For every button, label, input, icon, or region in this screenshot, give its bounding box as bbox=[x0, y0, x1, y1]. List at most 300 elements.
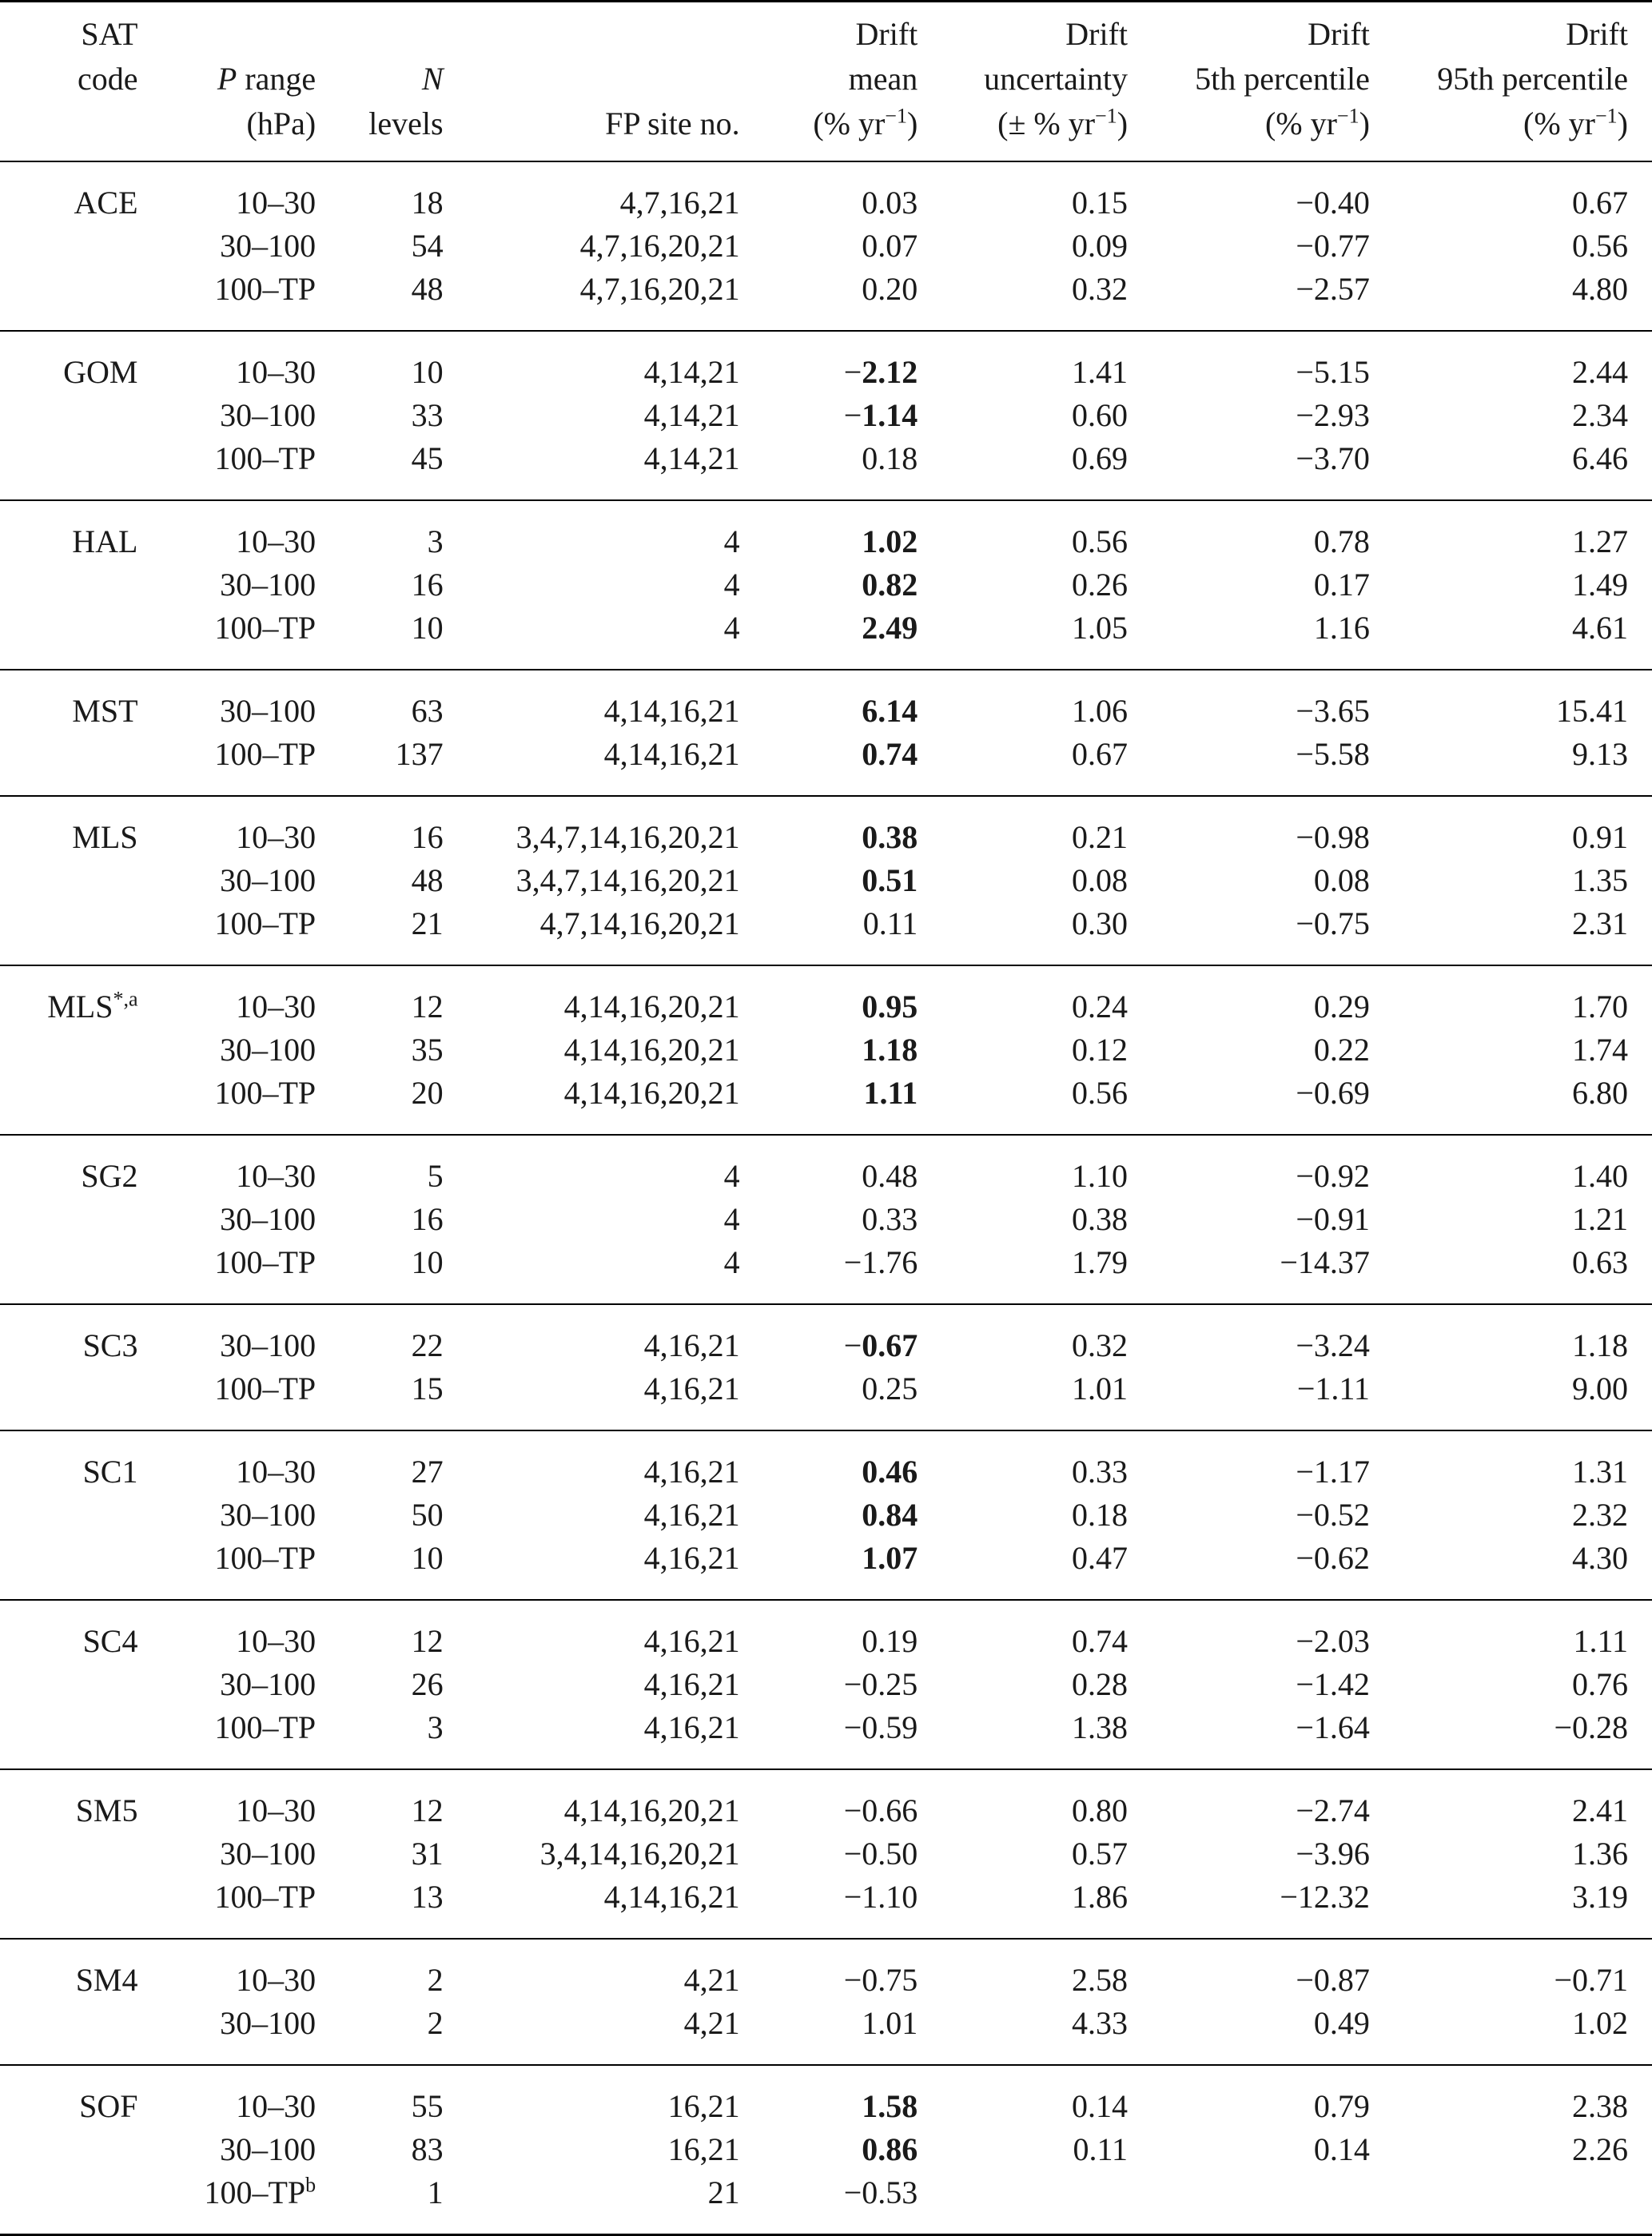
cell-drift-uncertainty: 0.60 bbox=[1072, 397, 1129, 433]
cell-p-range bbox=[138, 1876, 316, 1939]
table-group bbox=[0, 500, 1652, 670]
cell-fp-site: 4,16,21 bbox=[643, 1371, 740, 1406]
cell-drift-mean: 0.07 bbox=[862, 228, 918, 264]
cell-drift-p95: 1.18 bbox=[1572, 1327, 1628, 1363]
cell-drift-mean: 0.33 bbox=[862, 1201, 918, 1237]
table-row bbox=[0, 796, 1652, 859]
cell-drift-p95: 1.27 bbox=[1572, 523, 1628, 559]
drift-mean-significant: 0.38 bbox=[862, 819, 918, 855]
cell-sat-code bbox=[0, 563, 138, 607]
header-n-line2: levels bbox=[368, 105, 444, 141]
header-n-levels bbox=[316, 2, 443, 162]
cell-fp-site: 4,16,21 bbox=[643, 1666, 740, 1702]
cell-drift-p95: 4.61 bbox=[1572, 610, 1628, 646]
cell-n-levels: 137 bbox=[395, 736, 444, 772]
cell-n-levels: 20 bbox=[411, 1075, 444, 1111]
header-p5-unit: (% yr bbox=[1264, 105, 1337, 141]
cell-p-range bbox=[138, 1367, 316, 1430]
header-drift-p5 bbox=[1128, 2, 1370, 162]
p-range-text: 100–TP bbox=[214, 271, 316, 307]
table-row bbox=[0, 1072, 1652, 1135]
table-group bbox=[0, 161, 1652, 331]
cell-sat-code bbox=[0, 1028, 138, 1072]
cell-p-range bbox=[138, 161, 316, 225]
cell-drift-uncertainty: 0.32 bbox=[1072, 271, 1129, 307]
header-mean-line1: Drift bbox=[855, 16, 918, 52]
cell-drift-p95: 1.31 bbox=[1572, 1454, 1628, 1490]
sat-code-text: SC1 bbox=[82, 1454, 138, 1490]
cell-n-levels: 48 bbox=[411, 862, 444, 898]
cell-drift-p95: 1.35 bbox=[1572, 862, 1628, 898]
cell-n-levels: 22 bbox=[411, 1327, 444, 1363]
cell-sat-code bbox=[0, 331, 138, 394]
cell-fp-site: 3,4,7,14,16,20,21 bbox=[516, 862, 740, 898]
header-p-symbol: P bbox=[217, 61, 237, 97]
sat-code-text: SM4 bbox=[75, 1962, 138, 1998]
cell-p-range bbox=[138, 225, 316, 268]
table-header bbox=[0, 2, 1652, 162]
cell-drift-p5: −2.57 bbox=[1296, 271, 1370, 307]
header-p5-line1: Drift bbox=[1308, 16, 1370, 52]
cell-drift-p95: −0.28 bbox=[1554, 1709, 1628, 1745]
cell-drift-uncertainty: 1.10 bbox=[1072, 1158, 1129, 1194]
cell-sat-code bbox=[0, 1876, 138, 1939]
cell-drift-p5: −1.17 bbox=[1296, 1454, 1370, 1490]
cell-drift-p95: 6.80 bbox=[1572, 1075, 1628, 1111]
cell-fp-site: 4 bbox=[723, 523, 740, 559]
cell-drift-uncertainty: 0.15 bbox=[1072, 185, 1129, 221]
cell-drift-mean bbox=[740, 1072, 918, 1135]
cell-drift-uncertainty: 1.41 bbox=[1072, 354, 1129, 390]
cell-sat-code bbox=[0, 2171, 138, 2235]
cell-n-levels: 31 bbox=[411, 1836, 444, 1872]
table-row bbox=[0, 1028, 1652, 1072]
cell-drift-uncertainty bbox=[918, 2171, 1128, 2235]
table-row bbox=[0, 1241, 1652, 1304]
cell-n-levels: 54 bbox=[411, 228, 444, 264]
cell-drift-uncertainty: 1.01 bbox=[1072, 1371, 1129, 1406]
cell-n-levels: 16 bbox=[411, 1201, 444, 1237]
header-mean-unit: (% yr bbox=[813, 105, 886, 141]
cell-fp-site: 4,16,21 bbox=[643, 1709, 740, 1745]
table-row bbox=[0, 670, 1652, 733]
p-range-text: 100–TP bbox=[214, 1709, 316, 1745]
p-range-text: 100–TP bbox=[214, 440, 316, 476]
cell-drift-p95: 1.02 bbox=[1572, 2005, 1628, 2041]
p-range-text: 100–TP bbox=[204, 2174, 306, 2210]
table-group bbox=[0, 670, 1652, 796]
cell-drift-uncertainty: 0.30 bbox=[1072, 905, 1129, 941]
table-row bbox=[0, 1769, 1652, 1832]
cell-drift-uncertainty: 0.08 bbox=[1072, 862, 1129, 898]
cell-p-range bbox=[138, 733, 316, 796]
cell-drift-uncertainty: 0.18 bbox=[1072, 1497, 1129, 1533]
table-row bbox=[0, 500, 1652, 563]
cell-n-levels: 12 bbox=[411, 1623, 444, 1659]
p-range-text: 30–100 bbox=[220, 1032, 316, 1068]
table-row bbox=[0, 1832, 1652, 1876]
table-group bbox=[0, 331, 1652, 500]
p-range-text: 30–100 bbox=[220, 862, 316, 898]
sat-code-text: MLS bbox=[72, 819, 138, 855]
header-drift-p95 bbox=[1370, 2, 1652, 162]
sat-code-text: MST bbox=[72, 693, 138, 729]
cell-drift-mean: −0.53 bbox=[843, 2174, 918, 2210]
cell-fp-site: 4,14,21 bbox=[643, 397, 740, 433]
cell-drift-uncertainty: 1.05 bbox=[1072, 610, 1129, 646]
cell-p-range bbox=[138, 1135, 316, 1198]
cell-drift-mean bbox=[740, 859, 918, 902]
cell-drift-p95: 2.41 bbox=[1572, 1792, 1628, 1828]
header-sat-line2: code bbox=[77, 61, 138, 97]
drift-mean-significant: 0.46 bbox=[862, 1454, 918, 1490]
cell-drift-uncertainty: 0.28 bbox=[1072, 1666, 1129, 1702]
cell-drift-p95: 2.26 bbox=[1572, 2131, 1628, 2167]
cell-drift-mean bbox=[740, 500, 918, 563]
header-fp-line1: FP site no. bbox=[605, 105, 740, 141]
cell-drift-p5: 0.17 bbox=[1313, 567, 1370, 603]
cell-drift-p95: 1.21 bbox=[1572, 1201, 1628, 1237]
header-drift-uncertainty bbox=[918, 2, 1128, 162]
cell-fp-site: 4,16,21 bbox=[643, 1497, 740, 1533]
cell-drift-p5: −0.87 bbox=[1296, 1962, 1370, 1998]
p-range-text: 100–TP bbox=[214, 736, 316, 772]
cell-sat-code bbox=[0, 902, 138, 965]
table-row bbox=[0, 2065, 1652, 2128]
cell-drift-mean bbox=[740, 1494, 918, 1537]
cell-drift-p5: −0.69 bbox=[1296, 1075, 1370, 1111]
p-range-text: 10–30 bbox=[236, 2088, 316, 2124]
cell-drift-p95: 9.13 bbox=[1572, 736, 1628, 772]
cell-drift-p95: 0.56 bbox=[1572, 228, 1628, 264]
cell-fp-site: 4,14,16,20,21 bbox=[563, 1075, 740, 1111]
table-row bbox=[0, 331, 1652, 394]
cell-drift-p5: 1.16 bbox=[1313, 610, 1370, 646]
cell-drift-uncertainty: 0.24 bbox=[1072, 989, 1129, 1025]
cell-sat-code bbox=[0, 2002, 138, 2065]
cell-drift-uncertainty: 0.69 bbox=[1072, 440, 1129, 476]
cell-n-levels: 16 bbox=[411, 819, 444, 855]
cell-n-levels: 15 bbox=[411, 1371, 444, 1406]
cell-drift-p5: −1.11 bbox=[1296, 1371, 1370, 1406]
p-range-text: 100–TP bbox=[214, 1879, 316, 1915]
cell-n-levels: 10 bbox=[411, 354, 444, 390]
header-p5-line3 bbox=[1128, 101, 1370, 146]
sat-code-text: MLS bbox=[47, 989, 113, 1025]
cell-sat-code bbox=[0, 1135, 138, 1198]
cell-sat-code bbox=[0, 2128, 138, 2171]
cell-sat-code bbox=[0, 1832, 138, 1876]
cell-drift-p5: −0.40 bbox=[1296, 185, 1370, 221]
cell-drift-p5: −0.92 bbox=[1296, 1158, 1370, 1194]
p-range-text: 30–100 bbox=[220, 1836, 316, 1872]
table-group bbox=[0, 1600, 1652, 1769]
cell-p-range bbox=[138, 2171, 316, 2235]
cell-sat-code bbox=[0, 1663, 138, 1706]
cell-p-range bbox=[138, 1494, 316, 1537]
cell-drift-p95: 1.49 bbox=[1572, 567, 1628, 603]
cell-drift-mean: 0.48 bbox=[862, 1158, 918, 1194]
table-row bbox=[0, 1706, 1652, 1769]
cell-n-levels: 3 bbox=[427, 1709, 444, 1745]
table-row bbox=[0, 1367, 1652, 1430]
p-range-text: 100–TP bbox=[214, 1540, 316, 1576]
cell-drift-p5: −0.62 bbox=[1296, 1540, 1370, 1576]
cell-fp-site: 4,14,16,20,21 bbox=[563, 1792, 740, 1828]
table-row bbox=[0, 1430, 1652, 1494]
cell-drift-uncertainty: 0.38 bbox=[1072, 1201, 1129, 1237]
cell-fp-site: 4 bbox=[723, 610, 740, 646]
drift-mean-significant: 6.14 bbox=[862, 693, 918, 729]
drift-mean-significant: 2.12 bbox=[862, 354, 918, 390]
cell-n-levels: 16 bbox=[411, 567, 444, 603]
sat-code-text: SOF bbox=[79, 2088, 138, 2124]
table-group bbox=[0, 2065, 1652, 2235]
header-unc-exp: −1 bbox=[1095, 104, 1117, 128]
cell-drift-p95: 2.34 bbox=[1572, 397, 1628, 433]
cell-fp-site: 4,21 bbox=[683, 2005, 740, 2041]
sat-code-text: HAL bbox=[72, 523, 138, 559]
table-row bbox=[0, 394, 1652, 437]
table-row bbox=[0, 965, 1652, 1028]
cell-n-levels: 12 bbox=[411, 1792, 444, 1828]
cell-sat-code bbox=[0, 607, 138, 670]
cell-fp-site: 4 bbox=[723, 567, 740, 603]
cell-drift-uncertainty: 0.74 bbox=[1072, 1623, 1129, 1659]
header-p95-line3 bbox=[1370, 101, 1628, 146]
drift-mean-significant: 0.86 bbox=[862, 2131, 918, 2167]
cell-drift-uncertainty: 0.57 bbox=[1072, 1836, 1129, 1872]
cell-p-range bbox=[138, 1663, 316, 1706]
cell-n-levels: 3 bbox=[427, 523, 444, 559]
sat-code-text: SC4 bbox=[82, 1623, 138, 1659]
cell-drift-uncertainty: 0.12 bbox=[1072, 1032, 1129, 1068]
cell-fp-site: 4,21 bbox=[683, 1962, 740, 1998]
cell-fp-site: 4,16,21 bbox=[643, 1623, 740, 1659]
cell-sat-code bbox=[0, 1304, 138, 1367]
minus-sign: − bbox=[843, 1327, 862, 1363]
cell-p-range bbox=[138, 1028, 316, 1072]
cell-drift-uncertainty: 0.80 bbox=[1072, 1792, 1129, 1828]
header-p95-line2: 95th percentile bbox=[1437, 61, 1628, 97]
cell-drift-p95: 1.36 bbox=[1572, 1836, 1628, 1872]
p-range-text: 100–TP bbox=[214, 905, 316, 941]
cell-p-range bbox=[138, 2128, 316, 2171]
cell-drift-mean bbox=[740, 1304, 918, 1367]
cell-drift-p5: −2.03 bbox=[1296, 1623, 1370, 1659]
cell-p-range bbox=[138, 796, 316, 859]
table-row bbox=[0, 902, 1652, 965]
cell-drift-p95: 9.00 bbox=[1572, 1371, 1628, 1406]
table-row bbox=[0, 1876, 1652, 1939]
cell-drift-p95: 6.46 bbox=[1572, 440, 1628, 476]
cell-drift-p5: −0.91 bbox=[1296, 1201, 1370, 1237]
p-range-text: 10–30 bbox=[236, 819, 316, 855]
header-mean-close: ) bbox=[906, 105, 918, 141]
cell-p-range bbox=[138, 437, 316, 500]
p-range-text: 30–100 bbox=[220, 1666, 316, 1702]
cell-drift-p5: 0.49 bbox=[1313, 2005, 1370, 2041]
cell-drift-p95: 4.30 bbox=[1572, 1540, 1628, 1576]
cell-fp-site: 16,21 bbox=[667, 2088, 740, 2124]
cell-drift-p5: −3.24 bbox=[1296, 1327, 1370, 1363]
table-group bbox=[0, 1939, 1652, 2065]
sat-code-footnote: *,a bbox=[113, 987, 138, 1011]
cell-p-range bbox=[138, 1706, 316, 1769]
cell-p-range bbox=[138, 1939, 316, 2002]
cell-drift-mean bbox=[740, 965, 918, 1028]
cell-sat-code bbox=[0, 2065, 138, 2128]
cell-p-range bbox=[138, 331, 316, 394]
cell-n-levels: 5 bbox=[427, 1158, 444, 1194]
cell-drift-p5: −3.96 bbox=[1296, 1836, 1370, 1872]
table-row bbox=[0, 1537, 1652, 1600]
cell-drift-mean: 0.19 bbox=[862, 1623, 918, 1659]
cell-fp-site: 4,14,16,20,21 bbox=[563, 1032, 740, 1068]
header-p95-unit: (% yr bbox=[1523, 105, 1595, 141]
cell-fp-site: 16,21 bbox=[667, 2131, 740, 2167]
drift-mean-significant: 1.11 bbox=[863, 1075, 918, 1111]
cell-drift-mean: −0.75 bbox=[843, 1962, 918, 1998]
cell-drift-mean bbox=[740, 2128, 918, 2171]
cell-drift-mean bbox=[740, 1537, 918, 1600]
drift-mean-significant: 1.18 bbox=[862, 1032, 918, 1068]
drift-mean-significant: 1.02 bbox=[862, 523, 918, 559]
header-p95-exp: −1 bbox=[1595, 104, 1618, 128]
table-row bbox=[0, 1304, 1652, 1367]
cell-drift-mean: −0.66 bbox=[843, 1792, 918, 1828]
header-p-line2: (hPa) bbox=[246, 105, 316, 141]
header-p95-close: ) bbox=[1617, 105, 1628, 141]
cell-sat-code bbox=[0, 1072, 138, 1135]
cell-p-range bbox=[138, 902, 316, 965]
cell-drift-p5: −0.75 bbox=[1296, 905, 1370, 941]
header-mean-line2: mean bbox=[848, 61, 918, 97]
p-range-text: 100–TP bbox=[214, 1075, 316, 1111]
cell-drift-mean bbox=[740, 1028, 918, 1072]
drift-mean-significant: 0.67 bbox=[862, 1327, 918, 1363]
cell-drift-p5: 0.08 bbox=[1313, 862, 1370, 898]
cell-sat-code bbox=[0, 1494, 138, 1537]
cell-drift-mean bbox=[740, 394, 918, 437]
minus-sign: − bbox=[843, 397, 862, 433]
cell-fp-site: 4,7,16,21 bbox=[619, 185, 740, 221]
table-row bbox=[0, 1663, 1652, 1706]
cell-p-range bbox=[138, 500, 316, 563]
drift-mean-significant: 2.49 bbox=[862, 610, 918, 646]
cell-drift-p5: 0.29 bbox=[1313, 989, 1370, 1025]
table-row bbox=[0, 2171, 1652, 2235]
p-range-text: 10–30 bbox=[236, 1792, 316, 1828]
cell-fp-site: 4,14,16,21 bbox=[603, 693, 740, 729]
header-mean-exp: −1 bbox=[885, 104, 907, 128]
cell-drift-p95: 2.38 bbox=[1572, 2088, 1628, 2124]
cell-p-range bbox=[138, 1537, 316, 1600]
p-range-text: 10–30 bbox=[236, 1158, 316, 1194]
cell-drift-mean bbox=[740, 563, 918, 607]
cell-drift-p5: −14.37 bbox=[1280, 1244, 1370, 1280]
cell-fp-site: 4,7,14,16,20,21 bbox=[539, 905, 740, 941]
cell-drift-mean bbox=[740, 670, 918, 733]
cell-n-levels: 55 bbox=[411, 2088, 444, 2124]
cell-drift-mean: 1.01 bbox=[862, 2005, 918, 2041]
p-range-text: 100–TP bbox=[214, 1371, 316, 1406]
drift-mean-significant: 1.58 bbox=[862, 2088, 918, 2124]
cell-drift-mean: −1.10 bbox=[843, 1879, 918, 1915]
cell-drift-p5: −5.58 bbox=[1296, 736, 1370, 772]
cell-drift-p5: −3.65 bbox=[1296, 693, 1370, 729]
cell-sat-code bbox=[0, 161, 138, 225]
cell-n-levels: 10 bbox=[411, 1244, 444, 1280]
cell-drift-p5: 0.14 bbox=[1313, 2131, 1370, 2167]
cell-fp-site: 4,7,16,20,21 bbox=[579, 271, 740, 307]
cell-drift-uncertainty: 0.33 bbox=[1072, 1454, 1129, 1490]
cell-n-levels: 21 bbox=[411, 905, 444, 941]
p-range-text: 30–100 bbox=[220, 567, 316, 603]
cell-drift-uncertainty: 0.14 bbox=[1072, 2088, 1129, 2124]
header-unc-line3 bbox=[918, 101, 1128, 146]
cell-fp-site: 4,14,21 bbox=[643, 440, 740, 476]
cell-sat-code bbox=[0, 1430, 138, 1494]
drift-mean-significant: 1.14 bbox=[862, 397, 918, 433]
cell-p-range bbox=[138, 1600, 316, 1663]
table-group bbox=[0, 1304, 1652, 1430]
cell-drift-p5: 0.22 bbox=[1313, 1032, 1370, 1068]
cell-drift-p5: −0.98 bbox=[1296, 819, 1370, 855]
cell-drift-p95: 3.19 bbox=[1572, 1879, 1628, 1915]
cell-drift-p95: 15.41 bbox=[1556, 693, 1628, 729]
header-p-line1 bbox=[138, 57, 316, 101]
header-sat-line1: SAT bbox=[81, 16, 138, 52]
cell-sat-code bbox=[0, 1939, 138, 2002]
cell-fp-site: 4 bbox=[723, 1244, 740, 1280]
header-unc-unit: (± % yr bbox=[997, 105, 1096, 141]
cell-drift-uncertainty: 0.47 bbox=[1072, 1540, 1129, 1576]
cell-drift-p95: 0.76 bbox=[1572, 1666, 1628, 1702]
cell-p-range bbox=[138, 1430, 316, 1494]
cell-n-levels: 18 bbox=[411, 185, 444, 221]
p-range-text: 30–100 bbox=[220, 2005, 316, 2041]
cell-drift-mean: 0.20 bbox=[862, 271, 918, 307]
cell-fp-site: 4,14,16,21 bbox=[603, 1879, 740, 1915]
cell-sat-code bbox=[0, 268, 138, 331]
sat-code-text: ACE bbox=[74, 185, 138, 221]
cell-n-levels: 1 bbox=[427, 2174, 444, 2210]
cell-n-levels: 27 bbox=[411, 1454, 444, 1490]
cell-fp-site: 4,14,21 bbox=[643, 354, 740, 390]
table-row bbox=[0, 607, 1652, 670]
cell-drift-mean bbox=[740, 733, 918, 796]
p-range-text: 10–30 bbox=[236, 1623, 316, 1659]
cell-sat-code bbox=[0, 1198, 138, 1241]
sat-code-text: SC3 bbox=[82, 1327, 138, 1363]
cell-p-range bbox=[138, 1832, 316, 1876]
header-n-line1 bbox=[316, 57, 443, 101]
cell-sat-code bbox=[0, 1367, 138, 1430]
p-range-text: 30–100 bbox=[220, 693, 316, 729]
cell-p-range bbox=[138, 2065, 316, 2128]
p-range-text: 10–30 bbox=[236, 523, 316, 559]
p-range-text: 30–100 bbox=[220, 228, 316, 264]
cell-n-levels: 35 bbox=[411, 1032, 444, 1068]
cell-sat-code bbox=[0, 733, 138, 796]
cell-fp-site: 4,16,21 bbox=[643, 1454, 740, 1490]
cell-n-levels: 63 bbox=[411, 693, 444, 729]
cell-sat-code bbox=[0, 437, 138, 500]
table-row bbox=[0, 161, 1652, 225]
header-n-symbol: N bbox=[421, 61, 444, 97]
cell-drift-uncertainty: 0.56 bbox=[1072, 1075, 1129, 1111]
